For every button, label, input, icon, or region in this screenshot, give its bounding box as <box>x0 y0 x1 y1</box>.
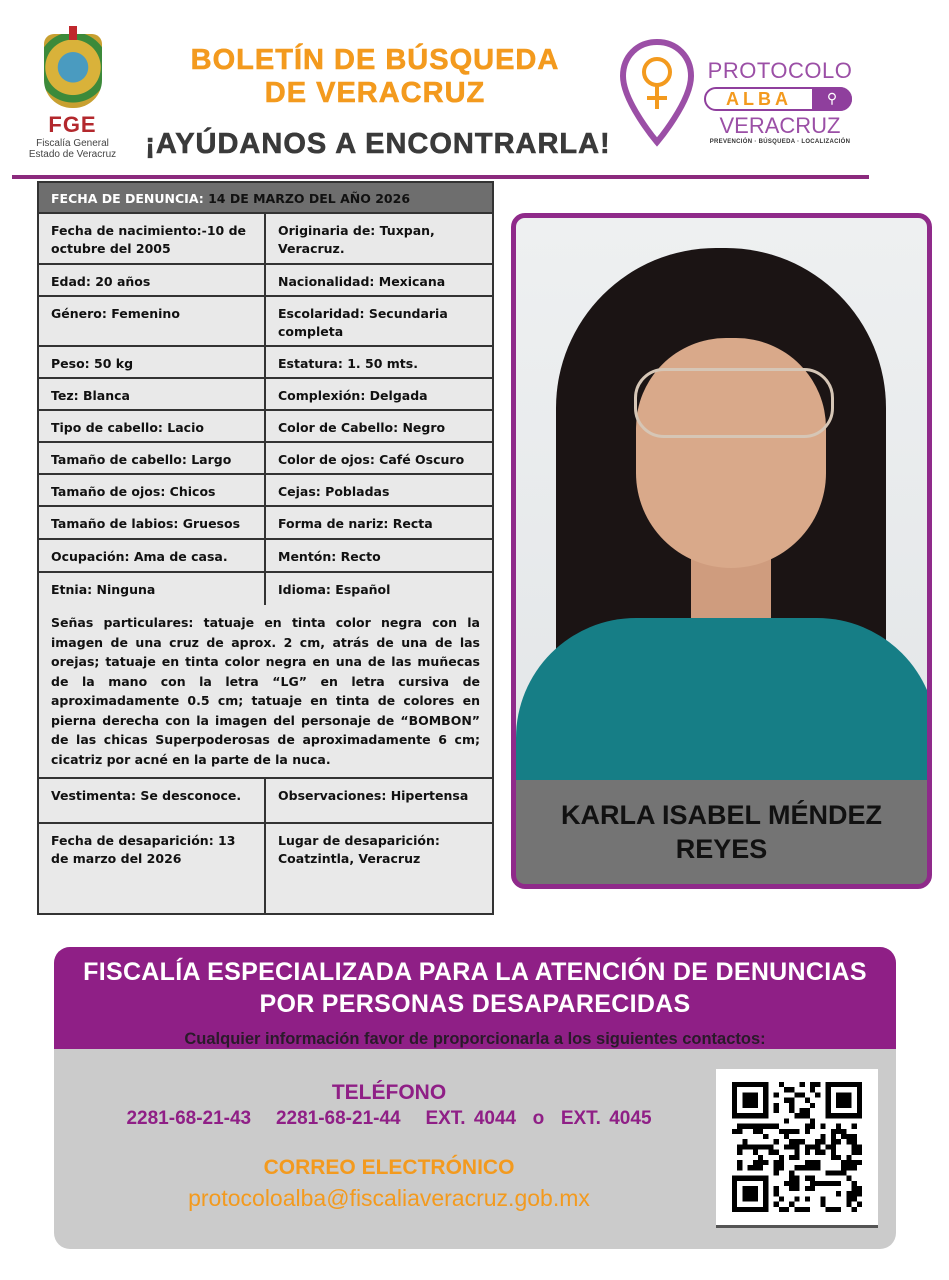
person-card <box>511 213 932 889</box>
table-row <box>39 297 492 347</box>
field-right: Lugar de desaparición: Coatzintla, Veracruz <box>278 833 440 866</box>
header-divider <box>12 175 869 179</box>
table-row <box>39 214 492 265</box>
phone-label: TELÉFONO <box>331 1081 447 1104</box>
field-right: Complexión: Delgada <box>278 388 428 403</box>
contact-panel <box>54 947 896 1249</box>
email-label: CORREO ELECTRÓNICO <box>263 1156 515 1179</box>
table-row <box>39 265 492 297</box>
table-row <box>39 347 492 379</box>
table-row <box>39 779 492 824</box>
protocolo-alba-logo <box>700 58 860 145</box>
field-right: Estatura: 1. 50 mts. <box>278 356 418 371</box>
qr-code[interactable] <box>716 1069 878 1225</box>
alba-line1: PROTOCOLO <box>707 58 853 83</box>
table-row <box>39 507 492 540</box>
alba-tagline: PREVENCIÓN · BÚSQUEDA · LOCALIZACIÓN <box>709 139 851 145</box>
field-right: Escolaridad: Secundaria completa <box>278 306 448 339</box>
fge-acronym: FGE <box>48 112 97 137</box>
table-row <box>39 443 492 475</box>
person-name: KARLA ISABEL MÉNDEZ REYES <box>560 800 882 864</box>
field-left: Etnia: Ninguna <box>39 573 266 605</box>
email-link[interactable]: protocoloalba@fiscaliaveracruz.gob.mx <box>188 1185 590 1211</box>
table-row <box>39 824 492 913</box>
fge-line1: Fiscalía General <box>36 138 109 149</box>
agency-name: FISCALÍA ESPECIALIZADA PARA LA ATENCIÓN DE DENUNCIAS POR PERSONAS DESAPARECIDAS <box>54 947 896 1049</box>
report-date-row <box>39 183 492 214</box>
report-date-label: FECHA DE DENUNCIA: <box>51 191 204 206</box>
table-row <box>39 475 492 507</box>
field-left: Vestimenta: Se desconoce. <box>39 779 266 822</box>
page-title <box>150 44 600 110</box>
table-row <box>39 540 492 573</box>
table-row <box>39 379 492 411</box>
field-left: Tamaño de cabello: Largo <box>39 443 266 473</box>
particular-signs: Señas particulares: tatuaje en tinta color negra con la imagen de una cruz de aprox. 2 cm, atrás de una de las orejas; tatuaje en tinta color negra en una de las muñecas de la mano con la letra “LG” en letra cursiva de aproximadamente 0.5 cm; tatuaje en tinta de colores en pierna derecha con la imagen del personaje de “BOMBON” de las chicas Superpoderosas de aproximadamente 6 cm; cicatriz por acné en la parte de la nuca. <box>51 615 480 767</box>
field-right: Color de ojos: Café Oscuro <box>278 452 465 467</box>
table-row <box>39 573 492 605</box>
field-left: Ocupación: Ama de casa. <box>39 540 266 571</box>
fge-logo <box>20 34 125 164</box>
alba-line2: ALBA <box>726 89 792 109</box>
field-right: Idioma: Español <box>278 582 391 597</box>
field-left: Tamaño de ojos: Chicos <box>39 475 266 505</box>
field-right: Color de Cabello: Negro <box>278 420 446 435</box>
report-table <box>37 181 494 915</box>
field-right: Nacionalidad: Mexicana <box>278 274 446 289</box>
alba-line3: VERACRUZ <box>719 113 841 138</box>
field-left: Tamaño de labios: Gruesos <box>39 507 266 538</box>
page-subtitle: ¡AYÚDANOS A ENCONTRARLA! <box>145 128 611 160</box>
field-right: Mentón: Recto <box>278 549 381 564</box>
field-left: Fecha de nacimiento:-10 de octubre del 2005 <box>39 214 266 263</box>
female-location-pin-icon <box>618 38 696 148</box>
title-line1: BOLETÍN DE BÚSQUEDA <box>190 44 560 76</box>
field-right: Forma de nariz: Recta <box>278 516 433 531</box>
field-left: Tez: Blanca <box>39 379 266 409</box>
fge-line2: Estado de Veracruz <box>28 149 117 160</box>
particular-signs-row <box>39 605 492 779</box>
field-left: Edad: 20 años <box>39 265 266 295</box>
contact-instruction: Cualquier información favor de proporcionarla a los siguientes contactos: <box>184 1030 766 1048</box>
veracruz-shield-icon <box>44 34 102 108</box>
search-icon: ⚲ <box>812 87 852 111</box>
field-right: Originaria de: Tuxpan, Veracruz. <box>278 223 435 256</box>
field-left: Fecha de desaparición: 13 de marzo del 2026 <box>39 824 266 913</box>
field-left: Tipo de cabello: Lacio <box>39 411 266 441</box>
field-left: Género: Femenino <box>39 297 266 345</box>
title-line2: DE VERACRUZ <box>264 77 486 109</box>
field-left: Peso: 50 kg <box>39 347 266 377</box>
phone-numbers[interactable]: 2281-68-21-43 2281-68-21-44 EXT. 4044 o EXT. 4045 <box>126 1108 652 1129</box>
field-right: Observaciones: Hipertensa <box>278 788 469 803</box>
field-right: Cejas: Pobladas <box>278 484 390 499</box>
person-photo <box>516 218 927 780</box>
table-row <box>39 411 492 443</box>
report-date-value: 14 DE MARZO DEL AÑO 2026 <box>208 191 411 206</box>
